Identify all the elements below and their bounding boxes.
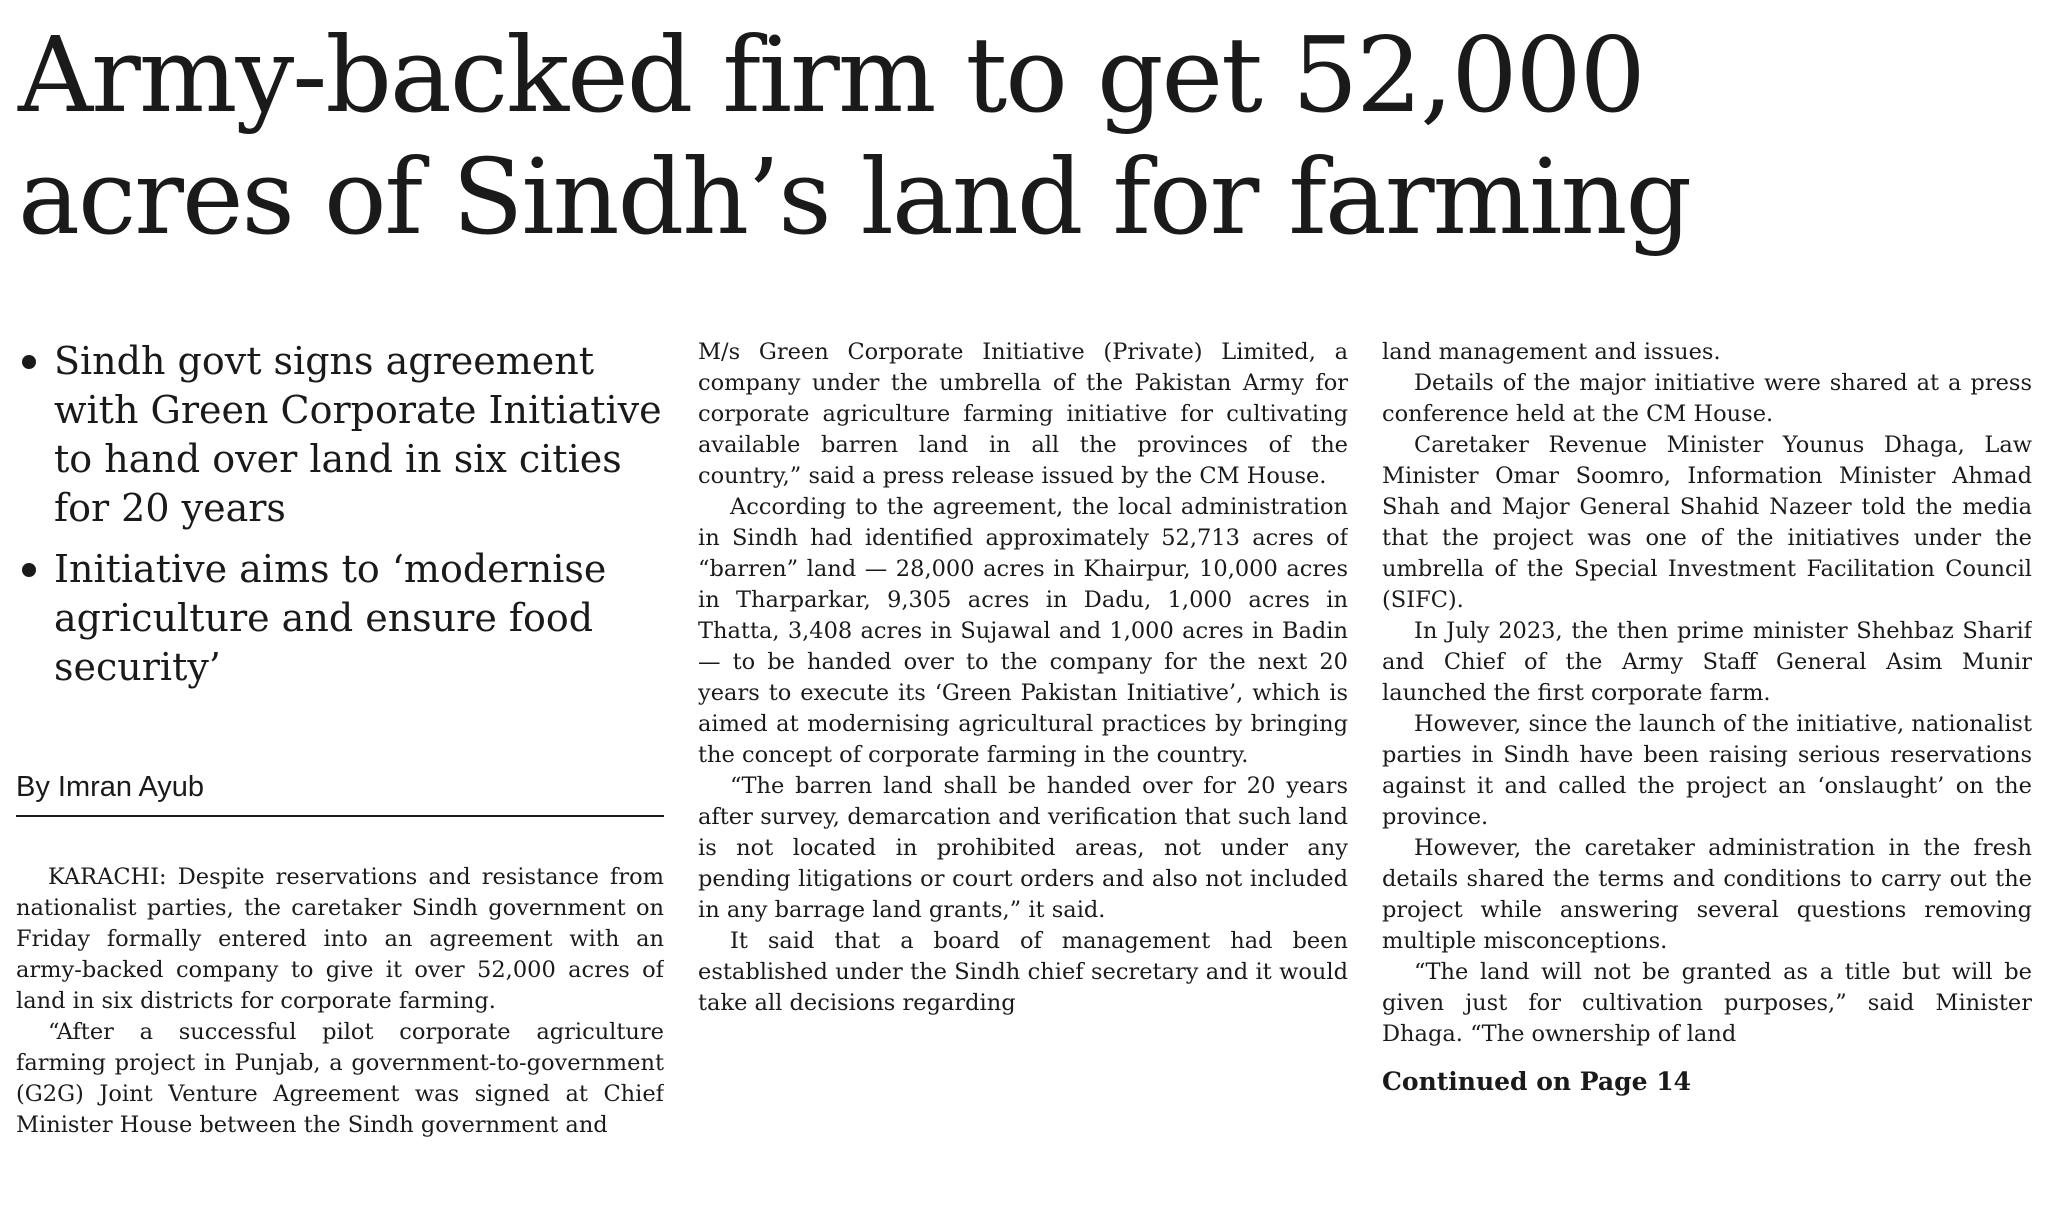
headline [18, 14, 2033, 258]
highlight-item [16, 337, 664, 533]
highlight-item [16, 545, 664, 692]
paragraph: According to the agreement, the local administration in Sindh had identified approximately 52,713 acres of “barren” land — 28,000 acres in Khairpur, 10,000 acres in Tharparkar, 9,305 acres in Dadu, 1,000 acres in Thatta, 3,408 acres in Sujawal and 1,000 acres in Badin — to be handed over to the company for the next 20 years to execute its ‘Green Pakistan Initiative’, which is aimed at modernising agricultural practices by bringing the concept of corporate farming in the country. [698, 494, 1348, 768]
paragraph: KARACHI: Despite reservations and resistance from nationalist parties, the caretaker Sindh government on Friday formally entered into an agreement with an army-backed company to give it over 52,000 acres of land in six districts for corporate farming. [16, 864, 664, 1014]
byline: By Imran Ayub [16, 769, 664, 817]
paragraph: Caretaker Revenue Minister Younus Dhaga, Law Minister Omar Soomro, Information Minister Ahmad Shah and Major General Shahid Nazeer told the media that the project was one of the initiatives under the umbrella of the Special Investment Facilitation Council (SIFC). [1382, 432, 2032, 613]
highlight-text: Initiative aims to ‘modernise agriculture and ensure food security’ [54, 547, 607, 689]
column-2 [698, 337, 1348, 1223]
column-3 [1382, 337, 2032, 1223]
bullet-icon [22, 563, 36, 577]
bullet-icon [22, 355, 36, 369]
headline-line-2: acres of Sindh’s land for farming [18, 136, 1691, 258]
headline-line-1: Army-backed firm to get 52,000 [18, 14, 1644, 136]
paragraph: However, since the launch of the initiative, nationalist parties in Sindh have been raising serious reservations against it and called the project an ‘onslaught’ on the province. [1382, 711, 2032, 830]
paragraph: Details of the major initiative were shared at a press conference held at the CM House. [1382, 370, 2032, 427]
highlights-list [16, 337, 664, 692]
column-2-body [698, 337, 1348, 1019]
paragraph: “After a successful pilot corporate agriculture farming project in Punjab, a government-to-government (G2G) Joint Venture Agreement was signed at Chief Minister House between the Sindh government and [16, 1019, 664, 1138]
column-1-body [16, 862, 664, 1141]
paragraph: M/s Green Corporate Initiative (Private) Limited, a company under the umbrella of the Pakistan Army for corporate agriculture farming initiative for cultivating available barren land in all the provinces of the country,” said a press release issued by the CM House. [698, 339, 1348, 489]
column-3-body [1382, 337, 2032, 1050]
paragraph: It said that a board of management had been established under the Sindh chief secretary and it would take all decisions regarding [698, 928, 1348, 1016]
paragraph: In July 2023, the then prime minister Shehbaz Sharif and Chief of the Army Staff General Asim Munir launched the first corporate farm. [1382, 618, 2032, 706]
highlight-text: Sindh govt signs agreement with Green Corporate Initiative to hand over land in six cities for 20 years [54, 339, 662, 530]
paragraph: “The barren land shall be handed over for 20 years after survey, demarcation and verification that such land is not located in prohibited areas, not under any pending litigations or court orders and also not included in any barrage land grants,” it said. [698, 773, 1348, 923]
column-1 [16, 337, 664, 1223]
paragraph: land management and issues. [1382, 339, 1721, 365]
paragraph: However, the caretaker administration in the fresh details shared the terms and conditions to carry out the project while answering several questions removing multiple misconceptions. [1382, 835, 2032, 954]
paragraph: “The land will not be granted as a title but will be given just for cultivation purposes,” said Minister Dhaga. “The ownership of land [1382, 959, 2032, 1047]
continued-link[interactable]: Continued on Page 14 [1382, 1067, 1691, 1096]
